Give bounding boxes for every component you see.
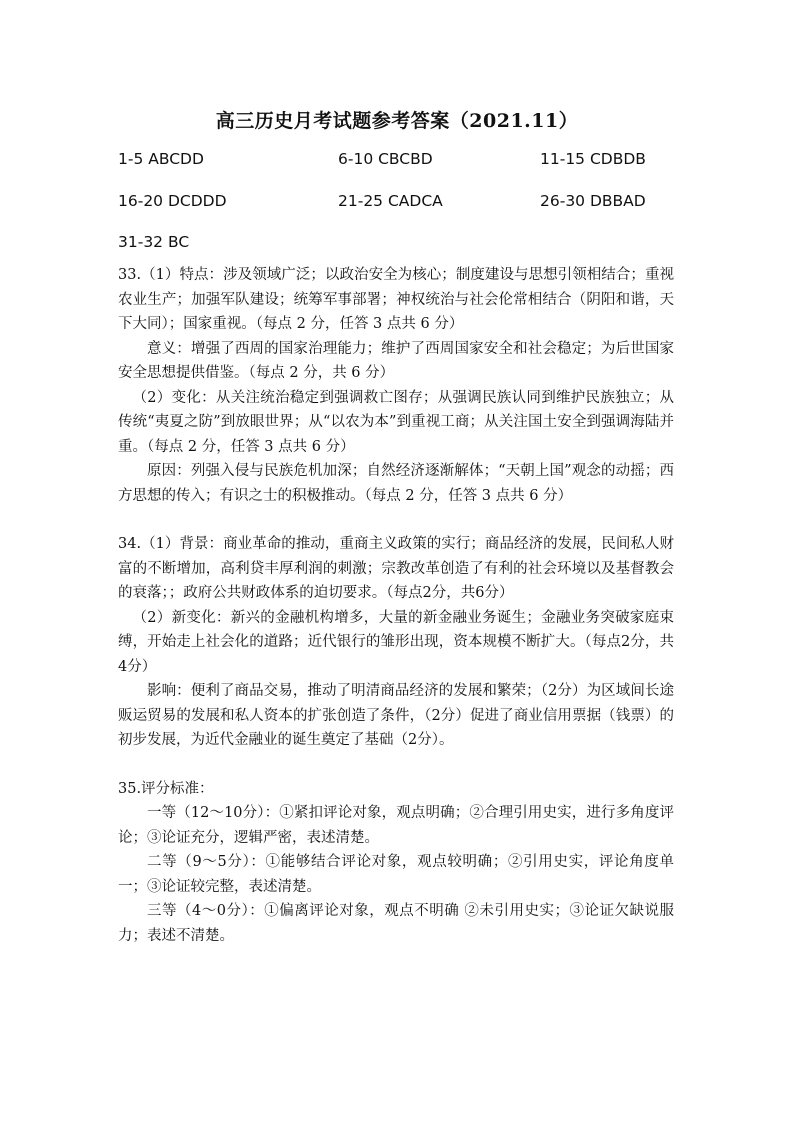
mc-answer-row — [118, 150, 718, 172]
mc-answer-group: 31-32 BC — [118, 233, 190, 251]
q33-part2-reasons: 原因：列强入侵与民族危机加深；自然经济逐渐解体；“天朝上国”观念的动摇；西方思想的传入；有识之士的积极推动。（每点 2 分，任答 3 点共 6 分） — [118, 463, 674, 504]
mc-answer-group: 1-5 ABCDD — [118, 150, 204, 168]
essay-answers — [118, 263, 674, 948]
q34-part1-background: 34.（1）背景：商业革命的推动，重商主义政策的实行；商品经济的发展，民间私人财富的不断增加，高利贷丰厚利润的刺激；宗教改革创造了有利的社会环境以及基督教会的衰落；；政府公共财政体系的迫切要求。（每点2分，共6分） — [118, 536, 674, 601]
mc-answer-group: 16-20 DCDDD — [118, 192, 227, 210]
q35-grade-third: 三等（4～0分）：①偏离评论对象，观点不明确 ②未引用史实；③论证欠缺说服力；表述不清楚。 — [118, 903, 674, 944]
q34-part2-impact: 影响：便利了商品交易，推动了明清商品经济的发展和繁荣；（2分）为区域间长途贩运贸易的发展和私人资本的扩张创造了条件，（2分）促进了商业信用票据（钱票）的初步发展，为近代金融业的诞生奠定了基础（2分）。 — [118, 683, 674, 748]
page-title: 高三历史月考试题参考答案（2021.11） — [215, 110, 579, 132]
q35-heading: 35.评分标准： — [118, 780, 214, 797]
q35-grade-second: 二等（9～5分）：①能够结合评论对象，观点较明确；②引用史实，评论角度单一；③论证较完整，表述清楚。 — [118, 854, 674, 895]
q33-part1-features: 33.（1）特点：涉及领域广泛；以政治安全为核心；制度建设与思想引领相结合；重视农业生产；加强军队建设；统筹军事部署；神权统治与社会伦常相结合（阴阳和谐，天下大同）；国家重视。（每点 2 分，任答 3 点共 6 分） — [118, 267, 674, 332]
q33-part2-changes: （2）变化：从关注统治稳定到强调救亡图存；从强调民族认同到维护民族独立；从传统“夷夏之防”到放眼世界；从“以农为本”到重视工商；从关注国土安全到强调海陆并重。（每点 2 分，任答 3 点共 6 分） — [118, 389, 674, 455]
q33-part1-significance: 意义：增强了西周的国家治理能力；维护了西周国家安全和社会稳定；为后世国家安全思想提供借鉴。（每点 2 分，共 6 分） — [118, 340, 674, 381]
mc-answer-group: 6-10 CBCBD — [338, 150, 433, 168]
q35-grade-first: 一等（12～10分）：①紧扣评论对象，观点明确；②合理引用史实，进行多角度评论；③论证充分，逻辑严密，表述清楚。 — [118, 805, 674, 846]
mc-answer-row — [118, 192, 718, 214]
mc-answer-group: 26-30 DBBAD — [540, 192, 646, 210]
q34-part2-changes: （2）新变化：新兴的金融机构增多，大量的新金融业务诞生；金融业务突破家庭束缚，开始走上社会化的道路；近代银行的雏形出现，资本规模不断扩大。（每点2分，共4分） — [118, 609, 674, 675]
mc-answer-group: 11-15 CDBDB — [540, 150, 646, 168]
mc-answer-group: 21-25 CADCA — [338, 192, 443, 210]
section-spacer — [118, 753, 674, 777]
section-spacer — [118, 508, 674, 532]
mc-answer-row — [118, 233, 718, 255]
